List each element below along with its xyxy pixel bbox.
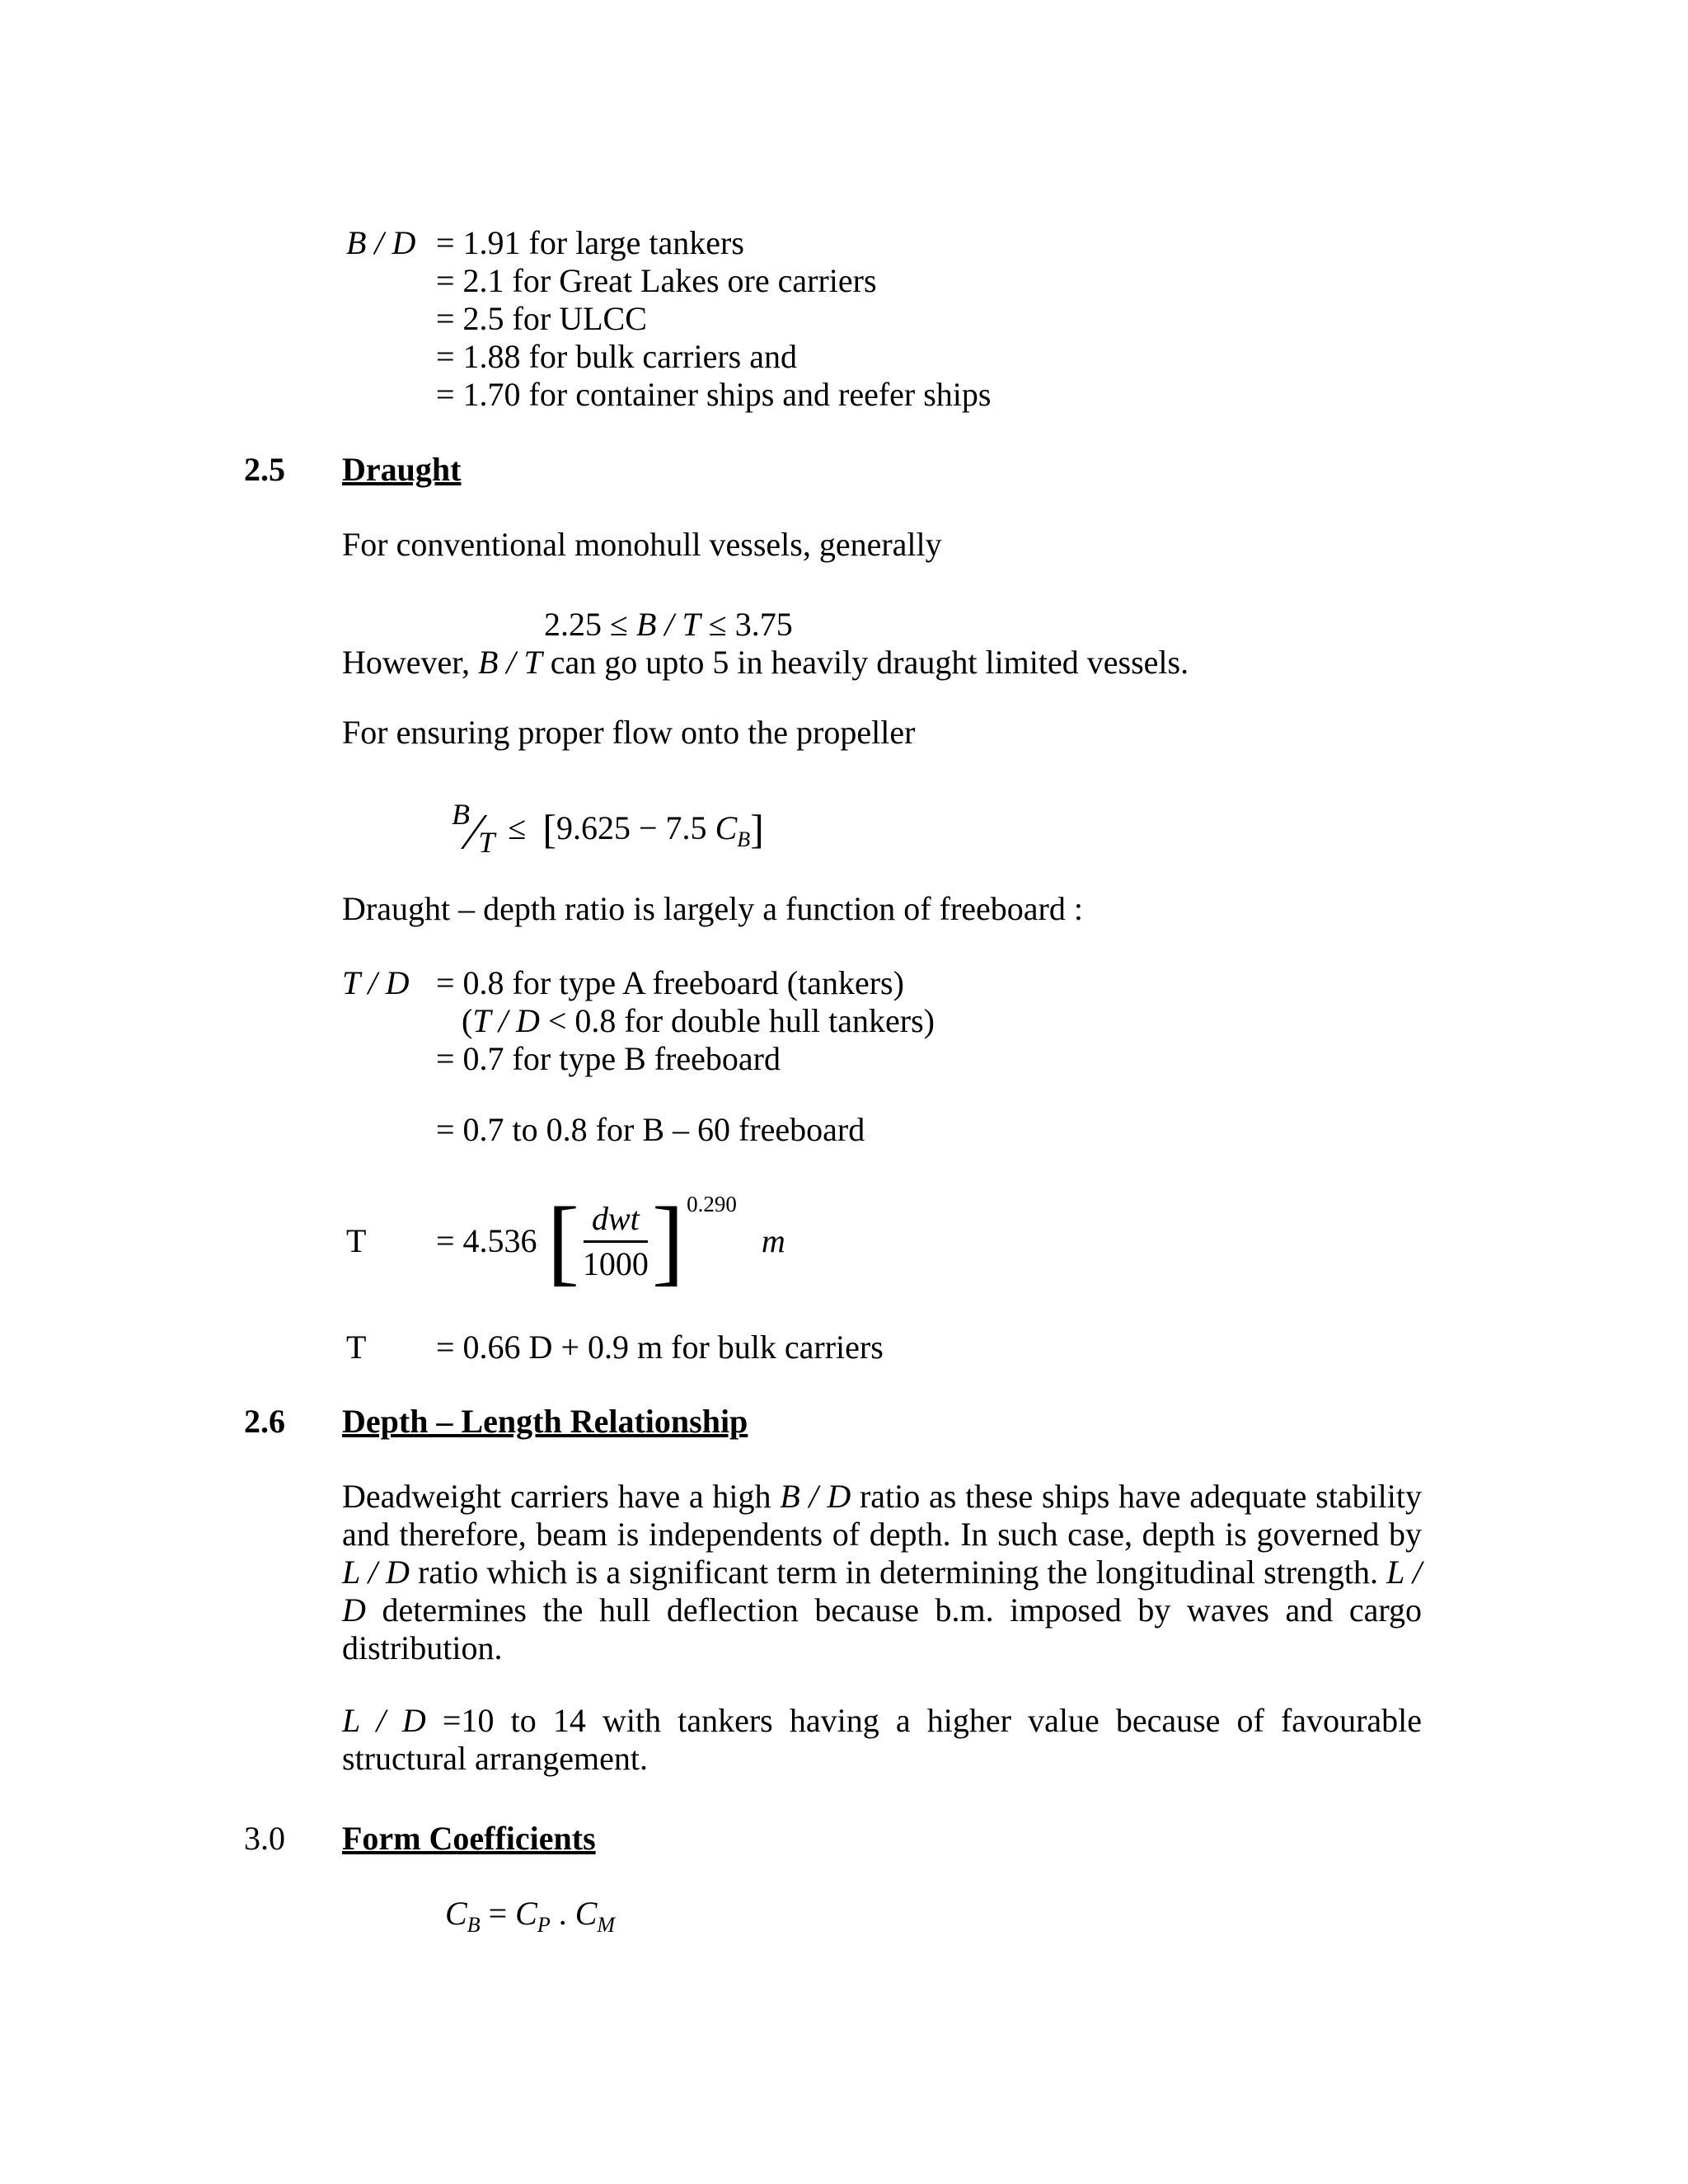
paragraph-however — [342, 644, 1189, 682]
paragraph-text: < 0.8 for double hull tankers) — [539, 1002, 935, 1039]
formula-cb — [445, 1895, 615, 1944]
formula-text: . — [550, 1895, 575, 1932]
formula-variable: B / T — [635, 606, 701, 643]
formula-text: = 0.66 D + 0.9 m for bulk carriers — [436, 1329, 884, 1366]
paragraph-text: ( — [462, 1002, 473, 1039]
formula-text: = — [480, 1895, 516, 1932]
right-bracket: ] — [750, 806, 764, 852]
td-ratio-item — [462, 1002, 935, 1040]
formula-variable: L / D — [342, 1554, 1422, 1629]
leq-operator: ≤ — [508, 809, 527, 846]
td-ratio-item: = 0.7 for type B freeboard — [436, 1040, 781, 1077]
section-3-0-title: Form Coefficients — [342, 1820, 596, 1857]
formula-text: 9.625 − 7.5 — [556, 809, 715, 846]
paragraph-text: ratio which is a significant term in determining the longitudinal strength. — [409, 1554, 1387, 1591]
left-bracket: [ — [542, 806, 556, 852]
bd-ratio-label: B / D — [346, 224, 416, 261]
fraction-denominator: T — [478, 826, 495, 859]
formula-bt-propeller — [452, 785, 764, 872]
paragraph-text: However, — [342, 644, 478, 681]
right-bracket: ] — [651, 1186, 685, 1295]
td-ratio-list — [436, 964, 935, 1078]
paragraph-monohull: For conventional monohull vessels, generally — [342, 526, 942, 563]
fraction-numerator: dwt — [584, 1200, 648, 1243]
formula-text: ≤ 3.75 — [700, 606, 793, 643]
formula-text: = 4.536 — [436, 1222, 537, 1259]
formula-variable: L / D — [342, 1702, 426, 1739]
paragraph-text: Deadweight carriers have a high — [342, 1478, 781, 1515]
left-bracket: [ — [546, 1186, 579, 1295]
bd-ratio-item: = 2.5 for ULCC — [436, 300, 647, 337]
exponent: 0.290 — [687, 1192, 737, 1216]
variable-subscript: P — [537, 1913, 551, 1937]
paragraph-propeller: For ensuring proper flow onto the propeller — [342, 714, 916, 751]
formula-variable: C — [515, 1895, 537, 1932]
section-2-6-number: 2.6 — [244, 1403, 285, 1440]
section-2-5-title: Draught — [342, 451, 462, 488]
paragraph-draught-depth: Draught – depth ratio is largely a function of freeboard : — [342, 890, 1083, 927]
bd-ratio-list — [436, 224, 991, 414]
bd-ratio-item: = 1.70 for container ships and reefer ships — [436, 376, 992, 413]
td-ratio-item: = 0.7 to 0.8 for B – 60 freeboard — [436, 1111, 865, 1148]
section-3-0-number: 3.0 — [244, 1820, 285, 1857]
dwt-fraction — [583, 1200, 649, 1283]
bd-ratio-item: = 1.88 for bulk carriers and — [436, 338, 797, 375]
variable-subscript: M — [597, 1913, 616, 1937]
paragraph-text: determines the hull deflection because b.m. imposed by waves and cargo distribution. — [342, 1591, 1422, 1666]
formula-variable: T / D — [472, 1002, 540, 1039]
bd-ratio-item: = 2.1 for Great Lakes ore carriers — [436, 262, 877, 299]
formula-draught-dwt — [346, 1188, 785, 1294]
section-2-5-number: 2.5 — [244, 451, 285, 488]
formula-variable: C — [574, 1895, 598, 1932]
formula-draught-bulk — [346, 1329, 884, 1366]
section-2-6-title: Depth – Length Relationship — [342, 1403, 748, 1440]
formula-variable: B / D — [780, 1478, 851, 1515]
fraction-slash: ⁄ — [470, 804, 479, 860]
paragraph-ld-range — [342, 1702, 1422, 1778]
formula-lhs: T — [346, 1329, 367, 1366]
bt-slant-fraction — [452, 798, 495, 860]
td-ratio-item: = 0.8 for type A freeboard (tankers) — [436, 964, 904, 1001]
variable-subscript: B — [737, 827, 751, 851]
unit: m — [761, 1222, 785, 1259]
paragraph-text: ratio as these ships have adequate stability and therefore, beam is independents of depth. In such case, depth is governed by — [342, 1478, 1423, 1553]
formula-lhs: T — [346, 1222, 367, 1259]
formula-variable: B / T — [478, 644, 542, 681]
formula-text: 2.25 ≤ — [544, 606, 636, 643]
formula-variable: L / D — [342, 1554, 410, 1591]
paragraph-text: can go upto 5 in heavily draught limited vessels. — [542, 644, 1189, 681]
paragraph-text: =10 to 14 with tankers having a higher value because of favourable structural arrangement. — [342, 1702, 1423, 1777]
variable-subscript: B — [467, 1913, 481, 1937]
paragraph-depth-length — [342, 1478, 1422, 1667]
td-ratio-label: T / D — [342, 964, 410, 1001]
formula-variable: C — [445, 1895, 467, 1932]
formula-variable: C — [715, 809, 738, 846]
fraction-denominator: 1000 — [582, 1244, 649, 1282]
bd-ratio-item: = 1.91 for large tankers — [436, 224, 744, 261]
fraction-numerator: B — [452, 798, 470, 831]
formula-bt-range — [544, 606, 793, 644]
